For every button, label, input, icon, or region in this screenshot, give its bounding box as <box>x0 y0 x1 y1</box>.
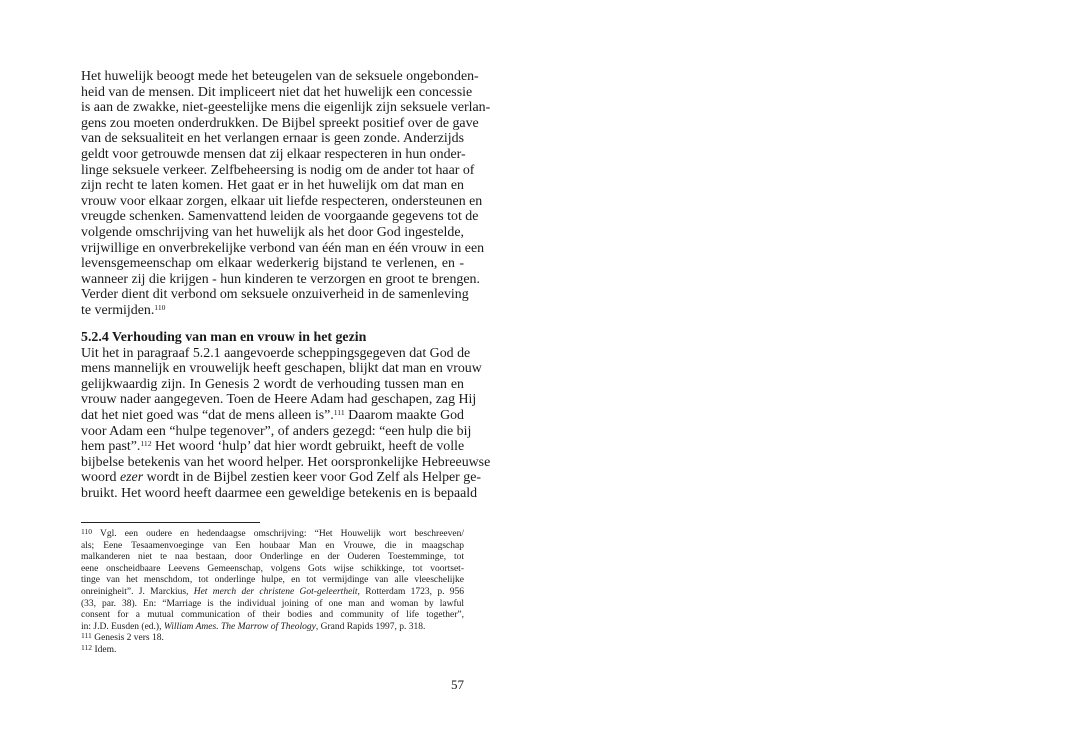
section-5-2-4 <box>81 330 491 502</box>
text-line: linge seksuele verkeer. Zelfbeheersing is nodig om de ander tot haar of <box>81 162 475 178</box>
text-line: zijn recht te laten komen. Het gaat er in het huwelijk om dat man en <box>81 178 464 194</box>
footnote-number: 110 <box>81 527 93 537</box>
italic-title: William Ames. The Marrow of Theology <box>163 621 316 632</box>
italic-title: Het merch der christene Got-geleertheit, <box>193 586 360 597</box>
footnote-line <box>81 529 464 541</box>
text-fragment: wordt in de Bijbel zestien keer voor God Zelf als Helper ge- <box>143 470 482 486</box>
footnote-line <box>81 645 464 657</box>
text-line: vrouw voor elkaar zorgen, elkaar uit liefde respecteren, ondersteunen en <box>81 193 483 209</box>
footnote-line: als; Eene Tesaamenvoeginge van Een houbaar Man en Vrouwe, die in maagschap <box>81 540 464 551</box>
text-line: bijbelse betekenis van het woord helper. Het oorspronkelijke Hebreeuwse <box>81 454 491 470</box>
text-line: heid van de mensen. Dit impliceert niet dat het huwelijk een concessie <box>81 84 473 100</box>
text-line: geldt voor getrouwde mensen dat zij elkaar respecteren in hun onder- <box>81 146 466 162</box>
body-paragraph-marriage <box>81 69 491 319</box>
footnote-line: consent for a mutual communication of their bodies and community of life together”, <box>81 610 464 621</box>
text-line: Uit het in paragraaf 5.2.1 aangevoerde scheppingsgegeven dat God de <box>81 345 471 361</box>
footnote-separator <box>81 522 260 523</box>
text-fragment: te vermijden. <box>81 302 155 318</box>
footnote-line: eene onscheidbaare Leevens Gemeenschap, volgens Gots wijse schikkinge, tot voortset- <box>81 563 464 574</box>
text-line: levensgemeenschap om elkaar wederkerig bijstand te verlenen, en - <box>81 256 464 272</box>
text-fragment: , Grand Rapids 1997, p. 318. <box>315 621 426 632</box>
page-number: 57 <box>451 677 464 692</box>
text-line: Het huwelijk beoogt mede het beteugelen van de seksuele ongebonden- <box>81 69 479 84</box>
text-line: voor Adam een “hulpe tegenover”, of anders gezegd: “een hulp die bij <box>81 423 472 439</box>
text-fragment: Het woord ‘hulp’ dat hier wordt gebruikt, heeft de volle <box>151 439 465 455</box>
text-line <box>81 408 464 424</box>
text-line: gelijkwaardig zijn. In Genesis 2 wordt de verhouding tussen man en <box>81 376 464 392</box>
text-fragment: Genesis 2 vers 18. <box>91 633 164 644</box>
footnote-reference-110[interactable]: 110 <box>154 302 166 312</box>
text-fragment: Rotterdam 1723, p. 956 <box>359 586 464 597</box>
text-line: vrijwillige en onverbrekelijke verbond van één man en één vrouw in een <box>81 240 485 256</box>
text-fragment: in: J.D. Eusden (ed.), <box>81 621 164 632</box>
text-line-last <box>81 303 464 319</box>
text-line <box>81 470 482 486</box>
footnote-line <box>81 633 464 645</box>
text-fragment: Vgl. een oudere en hedendaagse omschrijving: “Het Houwelijk wort beschreeven/ <box>92 529 464 539</box>
footnote-line: tinge van het menschdom, tot onderlinge hulpe, en tot vermijdinge van alle vleeschelijke <box>81 575 464 586</box>
text-fragment: woord <box>81 470 120 486</box>
text-line: gens zou moeten onderdrukken. De Bijbel spreekt positief over de gave <box>81 115 479 131</box>
text-line: is aan de zwakke, niet-geestelijke mens die eigenlijk zijn seksuele verlan- <box>81 100 491 116</box>
footnote-number: 111 <box>81 631 92 641</box>
text-line: volgende omschrijving van het huwelijk als het door God ingestelde, <box>81 224 464 240</box>
footnote-reference-111[interactable]: 111 <box>333 407 345 417</box>
footnote-line: (33, par. 38). En: “Marriage is the individual joining of one man and woman by lawful <box>81 598 464 609</box>
text-line: mens mannelijk en vrouwelijk heeft geschapen, blijkt dat man en vrouw <box>81 361 482 377</box>
text-fragment: dat het niet goed was “dat de mens alleen is”. <box>81 407 334 423</box>
footnote-111 <box>81 633 464 645</box>
italic-term: ezer <box>119 470 144 486</box>
text-line: van de seksualiteit en het verlangen ernaar is geen zonde. Anderzijds <box>81 131 464 147</box>
footnote-line <box>81 587 464 599</box>
text-fragment: hem past”. <box>81 439 141 455</box>
footnote-110 <box>81 529 464 633</box>
section-heading: 5.2.4 Verhouding van man en vrouw in het gezin <box>81 330 367 345</box>
text-line: vreugde schenken. Samenvattend leiden de voorgaande gegevens tot de <box>81 209 479 225</box>
text-line: Verder dient dit verbond om seksuele onzuiverheid in de samenleving <box>81 287 469 303</box>
text-fragment: Daarom maakte God <box>344 407 464 423</box>
footnote-line: malkanderen niet te naa bestaan, door Onderlinge en der Ouderen Toestemminge, tot <box>81 552 464 563</box>
footnote-number: 112 <box>81 643 93 653</box>
text-fragment: onreinigheit”. J. Marckius, <box>81 586 194 597</box>
text-line: wanneer zij die krijgen - hun kinderen te verzorgen en groot te brengen. <box>81 271 480 287</box>
text-line: vrouw nader aangegeven. Toen de Heere Adam had geschapen, zag Hij <box>81 392 477 408</box>
footnotes <box>81 529 464 657</box>
text-fragment: Idem. <box>92 644 117 655</box>
footnote-line <box>81 622 464 634</box>
footnote-reference-112[interactable]: 112 <box>140 438 152 448</box>
text-line <box>81 439 464 455</box>
text-line: bruikt. Het woord heeft daarmee een geweldige betekenis en is bepaald <box>81 485 478 501</box>
footnote-112 <box>81 645 464 657</box>
